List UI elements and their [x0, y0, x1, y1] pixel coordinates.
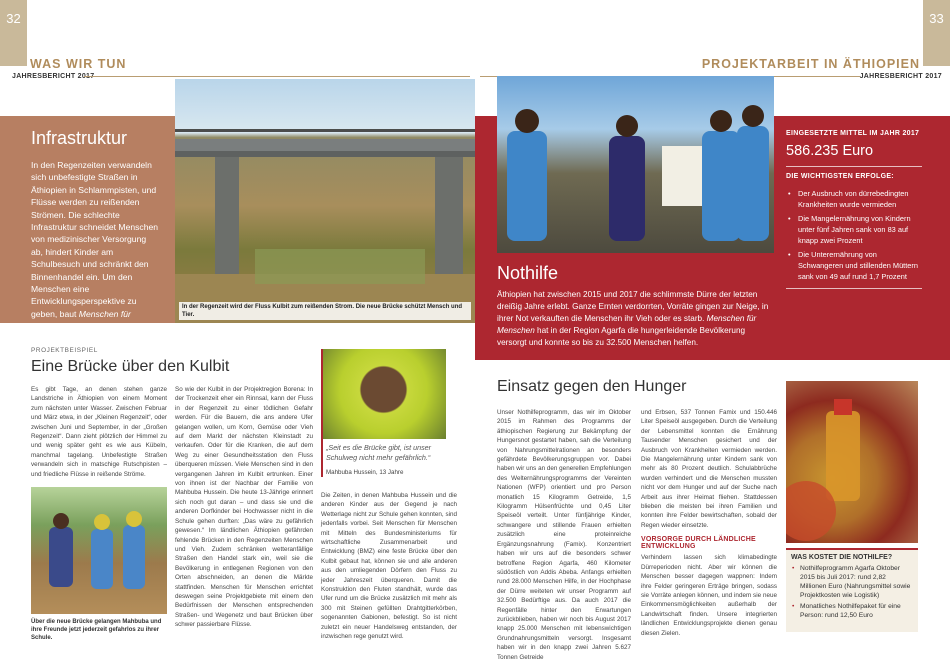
funds-bottom-rule [786, 288, 922, 289]
funds-label: EINGESETZTE MITTEL IM JAHR 2017 [786, 130, 920, 137]
project-kicker: PROJEKTBEISPIEL [31, 347, 98, 354]
kids-illustration [31, 487, 167, 614]
report-label-left: JAHRESBERICHT 2017 [12, 73, 95, 80]
funds-results-label: DIE WICHTIGSTEN ERFOLGE: [786, 173, 894, 180]
infrastructure-box [0, 116, 175, 344]
girl-photo [321, 349, 446, 439]
infrastructure-text [31, 159, 159, 345]
page-number-left-text: 32 [6, 10, 21, 26]
aid-distribution-photo [497, 76, 774, 253]
food-aid-illustration [786, 381, 918, 543]
infrastructure-title: Infrastruktur [31, 128, 128, 148]
infrastructure-text-italic: Menschen für Menschen [31, 308, 131, 332]
bridge-illustration [175, 79, 475, 323]
section-label-right: PROJEKTARBEIT IN ÄTHIOPIEN [701, 57, 920, 71]
nothilfe-title: Nothilfe [497, 263, 559, 283]
hunger-col2-bottom: Verhindern lassen sich klimabedingte Dürreperioden nicht. Aber wir können die Menschen besser dagegen wappnen: Indem ihre Felder geringeren Erträge bringen, sodass sie Vorräte anlegen können, und indem sie neue Einkommensmöglichkeiten außerhalb der Landwirtschaft finden. Unsere integrierten ländlichen Entwicklungsprojekte dienen genau diesen Zielen. [641, 554, 777, 637]
funds-rule [786, 166, 922, 167]
nothilfe-text-italic: Menschen für Menschen [497, 314, 757, 335]
cost-item: • Nothilfeprogramm Agarfa Oktober 2015 bis Juli 2017: rund 2,82 Millionen Euro (Nahrungsmittel sowie Projektkosten wie Logistik) [791, 564, 913, 600]
funds-result-item: • Der Ausbruch von dürrebedingten Krankheiten wurde vermieden [786, 188, 922, 210]
funds-results-list [786, 188, 922, 282]
page-number-right [923, 0, 950, 66]
funds-result-item: • Die Unterernährung von Schwangeren und stillenden Müttern sank von 49 auf rund 1,7 Prozent [786, 249, 922, 282]
kids-caption: Über die neue Brücke gelangen Mahbuba und ihre Freunde jetzt jederzeit gefahrlos zu ihrer Schule. [31, 619, 162, 641]
header-rule-left [84, 76, 470, 77]
funds-result-item: • Die Mangelernährung von Kindern unter fünf Jahren sank von 83 auf knapp zwei Prozent [786, 213, 922, 246]
infrastructure-text-b: Straßen, Wege und Brücken. [31, 321, 148, 344]
page-number-left [0, 0, 27, 66]
project-col2: So wie der Kulbit in der Projektregion Borena: In der Trockenzeit eher ein Rinnsal, kann der Fluss in der Regenzeit zu einer tödlichen Gefahr werden. Für die Bauern, die ans andere Ufer gelangen wollen, um Korn, Gemüse oder Vieh auf dem Markt der nächsten Kleinstadt zu verkaufen. Oder für die Kranken, die auf dem Weg zu einer Gesundheitsstation den Fluss überqueren müssen. Viele Menschen sind in den vergangenen Jahren im Kulbit ertrunken. Einer von ihnen ist der Nachbar der Familie von Mahbuba Hussein. Die heute 13-Jährige erinnert sich noch gut daran – und dass sie und die anderen Dorfkinder bei Hochwasser nicht in die Schule gehen durften: „Das wäre zu gefährlich gewesen.“ Im ländlichen Äthiopien gefährden fehlende Brücken in den Regenzeiten Menschen und Vieh. Zudem schränken wetteranfällige Straßen den Handel stark ein, weil sie die Bevölkerung in entlegenen Regionen von den Orten abschneiden, an denen die Märkte stattfinden. Menschen für Menschen errichtet deswegen seine Projektgebiete mit einem den Bedürfnissen der Menschen entsprechenden Straßen- und Wegenetz und baut Brücken über schwer passierbare Flüsse. [175, 386, 313, 629]
hunger-title: Einsatz gegen den Hunger [497, 378, 687, 395]
section-label-left: WAS WIR TUN [30, 57, 127, 71]
project-title: Eine Brücke über den Kulbit [31, 358, 230, 375]
hunger-col2 [641, 408, 777, 638]
project-col3: Die Zeiten, in denen Mahbuba Hussein und die anderen Kinder aus der Gegend je nach Wetterlage nicht zur Schule gehen konnten, sind jedenfalls vorbei. Seit Menschen für Menschen mit Mitteln des Bundesministeriums für wirtschaftliche Zusammenarbeit und Entwicklung (BMZ) eine feste Brücke über den Kulbit gebaut hat, können sie und alle anderen aus den umliegenden Dörfern den Fluss zu jeder Jahreszeit überqueren. Damit die Konstruktion den Fluten standhält, wurde das Ufer rund um die Brücke zusätzlich mit mehr als 300 mit Steinen gefüllten Drahtgitterkörben, sogenannten Gabionen, befestigt. So ist nicht zuletzt ein neuer Handelsweg entstanden, der inzwischen rege genutzt wird. [321, 492, 457, 641]
project-col1: Es gibt Tage, an denen stehen ganze Landstriche in Äthiopien von einem Moment zum nächsten unter Wasser. Zwischen Februar und März etwa, in der „Kleinen Regenzeit“, oder zwischen Juni und September, in der „Großen Regenzeit“. Dann zieht plötzlich der Himmel zu und wenig später geht es wie aus Kübeln, manchmal tagelang. Unbefestigte Straßen verwandeln sich in matschige Rutschpisten – und friedliche Flüsse in reißende Ströme. [31, 386, 167, 478]
girl-caption: Mahbuba Hussein, 13 Jahre [326, 469, 404, 476]
report-label-right: JAHRESBERICHT 2017 [859, 73, 942, 80]
cost-list [791, 564, 913, 620]
quote-divider [321, 349, 323, 477]
girl-quote: „Seit es die Brücke gibt, ist unser Schulweg nicht mehr gefährlich.“ [326, 443, 432, 462]
bridge-caption: In der Regenzeit wird der Fluss Kulbit zum reißenden Strom. Die neue Brücke schützt Mensch und Tier. [179, 302, 471, 320]
infrastructure-text-a: In den Regenzeiten verwandeln sich unbefestigte Straßen in Äthiopien in Schlammpisten, und Flüsse werden zu reißenden Strömen. Die schlechte Infrastruktur schneidet Menschen von medizinischer Versorgung ab, hindert Kinder am Schulbesuch und schränkt den Binnenhandel ein. Um den Menschen eine Entwicklungsperspektive zu geben, baut [31, 160, 159, 319]
cost-box [786, 548, 918, 632]
nothilfe-text-b: hat in der Region Agarfa die hungerleidende Bevölkerung versorgt und konnte so bis zu 32.500 Menschen helfen. [497, 326, 746, 347]
food-aid-photo [786, 381, 918, 543]
page-number-right-text: 33 [929, 10, 944, 26]
hunger-col2-top: und Erbsen, 537 Tonnen Famix und 150.446 Liter Speiseöl ausgegeben. Durch die Verteilung der Lebensmittel konnten die Ernährung Tausender Menschen gesichert und der Ausbruch von Krankheiten vermieden werden. Die Mangelernährung unter Kindern sank von mehr als 80 Prozent deutlich. Schulabbrüche wurden verhindert und die Menschen mussten nicht vor dem Hunger und auf der Suche nach Arbeit aus ihrer Heimat fliehen. Stattdessen blieben die meisten bei ihren Familien und konnten ihre Felder bewirtschaften, sobald der Regen wieder einsetzte. [641, 409, 777, 529]
hunger-col1: Unser Nothilfeprogramm, das wir im Oktober 2015 im Rahmen des Programms der äthiopischen Regierung zur Bekämpfung der Hungersnot gestartet haben, sah die Verteilung von Nahrungsmittelrationen an besonders gefährdete Bevölkerungsgruppen vor. Dabei haben wir uns an den generellen Empfehlungen des Welternährungsprogramms der Vereinten Nationen (WFP) orientiert und pro Person monatlich 15 Kilogramm Getreide, 1,5 Kilogramm Hülsenfrüchte und 0,45 Liter Speiseöl verteilt. Unter fünfjährige Kinder, schwangere und stillende Frauen erhielten zusätzlich eine proteinreiche Ergänzungsnahrung (Famix). Konzentriert haben wir uns auf die besonders schwer betroffene Region Agarfa, 460 Kilometer südöstlich von Addis Abeba. Anfangs erhielten rund 28.000 Menschen Hilfe, in der Hochphase der Dürre weiteten wir unser Programm auf 32.500 Bedürftige aus. Da auch 2017 die Regenfälle hinter den Erwartungen zurückblieben, haben wir noch bis August 2017 knapp 25.000 Menschen mit lebenswichtigen Grundnahrungsmitteln versorgt. Insgesamt haben wir in den knapp zwei Jahren 5.627 Tonnen Getreide [497, 409, 631, 661]
kids-photo [31, 487, 167, 614]
hunger-subhead: VORSORGE DURCH LÄNDLICHE ENTWICKLUNG [641, 536, 756, 551]
funds-amount: 586.235 Euro [786, 143, 874, 159]
cost-box-title: WAS KOSTET DIE NOTHILFE? [791, 554, 893, 561]
nothilfe-text-a: Äthiopien hat zwischen 2015 und 2017 die schlimmste Dürre der letzten dreißig Jahre erlebt. Ganze Ernten verdorrten, Vorräte gingen zur Neige, in ihrer Not verkauften die Menschen ihr Vieh oder es starb. [497, 290, 769, 323]
funds-panel [786, 130, 922, 289]
bridge-photo [175, 79, 475, 323]
nothilfe-text [497, 289, 773, 349]
cost-item: • Monatliches Nothilfepaket für eine Person: rund 12,50 Euro [791, 602, 913, 620]
aid-illustration [497, 76, 774, 253]
